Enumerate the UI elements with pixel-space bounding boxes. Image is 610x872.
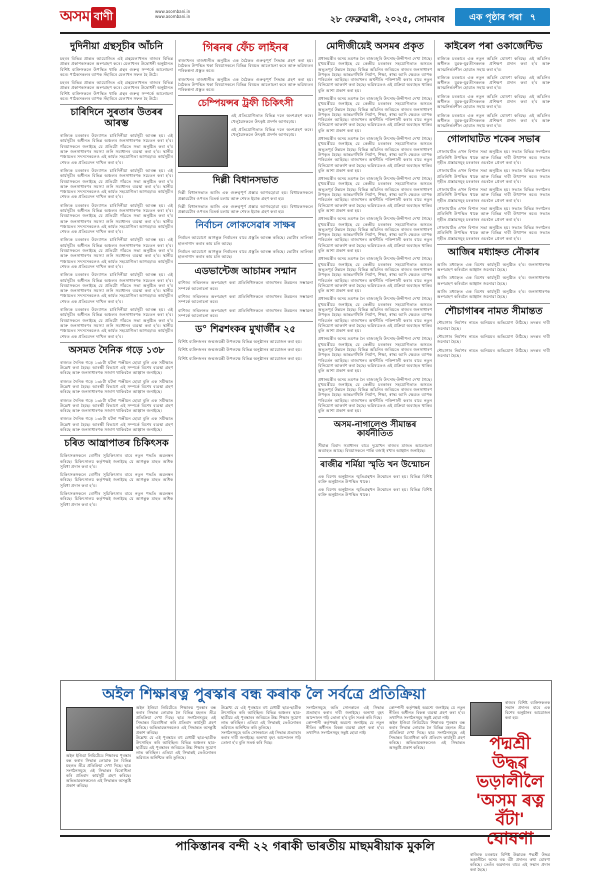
page-label: এক পৃষ্ঠাৰ পৰা <box>469 12 522 23</box>
article-text: ৰাজ্যিক চৰকাৰে এক নতুন আঁচনি ঘোষণা কৰিছে। এই আঁচনিৰ অধীনত যুৱক-যুৱতীসকলক প্ৰশিক্ষণ প্ৰদান কৰা হ'ব আৰু আত্মনিৰ্ভৰশীল হোৱাত সহায় কৰা হ'ব। <box>437 112 550 129</box>
masthead-url-2: www.asombani.in <box>155 14 191 19</box>
divider <box>60 104 173 105</box>
feature-col-5 <box>389 705 465 823</box>
article-text: ৰাজ্যখনৰ ৰাজধানীত অনুষ্ঠিত এক বৈঠকত গুৰুত্বপূৰ্ণ সিদ্ধান্ত গ্ৰহণ কৰা হয়। বৈঠকত উপস্থিত থকা বিষয়াসকলে বিভিন্ন বিষয়ত আলোচনা কৰে আৰু ভৱিষ্যতৰ পৰিকল্পনা প্ৰস্তুত কৰে। <box>178 76 313 93</box>
article-text: ৰাজ্যত দৈনিক গড়ে ১৩৮টা ঘটনা পঞ্জীয়ন হোৱা বুলি এক সমীক্ষাত উল্লেখ কৰা হৈছে। আৰক্ষী বিভাগে এই সম্পৰ্কে বিশেষ ব্যৱস্থা গ্ৰহণ কৰিছে আৰু জনসাধাৰণক সজাগ থাকিবলৈ আহ্বান জনাইছে। <box>60 378 173 395</box>
article-text: কোম্পানী কৰ্তৃপক্ষই অৱশ্যে জনাইছে যে নতুন নীতিৰ অধীনত বিকল্প ব্যৱস্থা গ্ৰহণ কৰা হ'ব। তথাপিও সংগঠনসমূহ সন্তুষ্ট হোৱা নাই। <box>389 705 465 720</box>
divider <box>178 321 313 322</box>
masthead <box>60 6 550 34</box>
article-text: অইল ইণ্ডিয়া লিমিটেডে শিক্ষাৰত্ন পুৰস্কাৰ বন্ধ কৰাৰ সিদ্ধান্ত লোৱাক লৈ বিভিন্ন মহলত তীব্ৰ প্ৰতিক্ৰিয়া দেখা দিছে। ছাত্ৰ সংগঠনসমূহে এই সিদ্ধান্তৰ বিৰোধিতা কৰি প্ৰতিবাদ কাৰ্যসূচী গ্ৰহণ কৰিছে। অভিভাৱকসকলেও এই সিদ্ধান্তত অসন্তুষ্টি প্ৰকাশ কৰিছে। <box>136 705 216 735</box>
headline-c4-2: গোলাঘাটত শকেৰ সভাৰ <box>446 134 541 146</box>
divider <box>437 244 550 245</box>
article-photo <box>178 115 228 167</box>
article-text: প্ৰধানমন্ত্ৰীৰ অসম ভ্ৰমণক লৈ ৰাজ্যজুৰি উৎসাহ-উদ্দীপনা দেখা গৈছে। মুখ্যমন্ত্ৰীয়ে জনাইছে যে কেন্দ্ৰীয় চৰকাৰৰ সহযোগিতাত অসমত অভূতপূৰ্ব উন্নয়ন হৈছে। বিভিন্ন আঁচনিৰ জৰিয়তে ৰাজ্যৰ জনসাধাৰণ উপকৃত হৈছে। আন্তঃগাঁথনি নিৰ্মাণ, শিক্ষা, স্বাস্থ্য আদি ক্ষেত্ৰত ব্যাপক পৰিৱৰ্তন আহিছে। ৰাজ্যখনৰ অৰ্থনীতি শক্তিশালী কৰাৰ বাবে নতুন বিনিয়োগ আকৰ্ষণ কৰা হৈছে। ভৱিষ্যতেও এই প্ৰক্ৰিয়া অব্যাহত থাকিব বুলি আশা প্ৰকাশ কৰা হয়। <box>318 55 432 93</box>
article-text: গোলাঘাটত এখন বিশাল সভা অনুষ্ঠিত হয়। সভাত বিভিন্ন সংগঠনৰ প্ৰতিনিধি উপস্থিত থাকে আৰু বিভিন্ন দাবী উত্থাপন কৰে। সভাত গৃহীত প্ৰস্তাৱসমূহ চৰকাৰৰ ওচৰলৈ প্ৰেৰণ কৰা হ'ব। <box>437 149 550 165</box>
article-text: আজি মধ্যাহ্নত এক বিশেষ কাৰ্যসূচী অনুষ্ঠিত হ'ব। জনসাধাৰণক অংশগ্ৰহণ কৰিবলৈ আহ্বান জনোৱা হৈছে। <box>437 261 550 273</box>
article-text: আজি মধ্যাহ্নত এক বিশেষ কাৰ্যসূচী অনুষ্ঠিত হ'ব। জনসাধাৰণক অংশগ্ৰহণ কৰিবলৈ আহ্বান জনোৱা হৈছে। <box>437 275 550 286</box>
article-text: চিকিৎসকসকলে ৰোগীৰ সুচিকিৎসাৰ বাবে নতুন পদ্ধতি অৱলম্বন কৰিছে। চিকিৎসালয় কৰ্তৃপক্ষই জনাইছে যে আগন্তুক মাহত অধিক সুবিধা প্ৰদান কৰা হ'ব। <box>60 472 173 488</box>
article-text: সংগঠনসমূহে অতি সোনকালে এই সিদ্ধান্ত প্ৰত্যাহাৰ কৰাৰ দাবী জনাইছে। অন্যথা বৃহৎ আন্দোলন গঢ়ি তোলা হ'ব বুলি সতৰ্ক কৰি দিছে। <box>306 705 384 720</box>
article-text: গোলাঘাটত এখন বিশাল সভা অনুষ্ঠিত হয়। সভাত বিভিন্ন সংগঠনৰ প্ৰতিনিধি উপস্থিত থাকে আৰু বিভিন্ন দাবী উত্থাপন কৰে। সভাত গৃহীত প্ৰস্তাৱসমূহ চৰকাৰৰ ওচৰলৈ প্ৰেৰণ কৰা হ'ব। <box>437 168 550 184</box>
column-divider <box>175 40 176 680</box>
article-text: শৌচাগাৰ নিৰ্মাণৰ নামত অনিয়মৰ অভিযোগ উঠিছে। তদন্তৰ দাবী জনোৱা হৈছে। <box>437 320 550 331</box>
article-text: প্ৰধানমন্ত্ৰীৰ অসম ভ্ৰমণক লৈ ৰাজ্যজুৰি উৎসাহ-উদ্দীপনা দেখা গৈছে। মুখ্যমন্ত্ৰীয়ে জনাইছে যে কেন্দ্ৰীয় চৰকাৰৰ সহযোগিতাত অসমত অভূতপূৰ্ব উন্নয়ন হৈছে। বিভিন্ন আঁচনিৰ জৰিয়তে ৰাজ্যৰ জনসাধাৰণ উপকৃত হৈছে। আন্তঃগাঁথনি নিৰ্মাণ, শিক্ষা, স্বাস্থ্য আদি ক্ষেত্ৰত ব্যাপক পৰিৱৰ্তন আহিছে। ৰাজ্যখনৰ অৰ্থনীতি শক্তিশালী কৰাৰ বাবে নতুন বিনিয়োগ আকৰ্ষণ কৰা হৈছে। ভৱিষ্যতেও এই প্ৰক্ৰিয়া অব্যাহত থাকিব বুলি আশা প্ৰকাশ কৰা হয়। <box>318 336 432 374</box>
feature-col-3 <box>221 705 301 823</box>
article-text: চহৰৰ বিভিন্ন প্ৰান্তত আয়োজিত এই গ্ৰন্থমেলাখনত ৰাজ্যৰ বিভিন্ন প্ৰান্তৰ প্ৰকাশকসকলে অংশগ্ৰহণ কৰে। মেলাখনৰ উদ্বোধনী অনুষ্ঠানত বিশিষ্ট ব্যক্তিসকলে উপস্থিত থাকি গ্ৰন্থৰ গুৰুত্ব সম্পৰ্কে আলোচনা কৰে। পাঠকসকলৰ ব্যাপক সঁহাৰিৰে মেলাখন সফল হৈ উঠে। <box>60 80 173 101</box>
divider <box>178 172 313 173</box>
article-text: ৰাজ্যত দৈনিক গড়ে ১৩৮টা ঘটনা পঞ্জীয়ন হোৱা বুলি এক সমীক্ষাত উল্লেখ কৰা হৈছে। আৰক্ষী বিভাগে এই সম্পৰ্কে বিশেষ ব্যৱস্থা গ্ৰহণ কৰিছে আৰু জনসাধাৰণক সজাগ থাকিবলৈ আহ্বান জনাইছে। <box>60 397 173 414</box>
column-4 <box>437 40 550 361</box>
article-text: গোলাঘাটত এখন বিশাল সভা অনুষ্ঠিত হয়। সভাত বিভিন্ন সংগঠনৰ প্ৰতিনিধি উপস্থিত থাকে আৰু বিভিন্ন দাবী উত্থাপন কৰে। সভাত গৃহীত প্ৰস্তাৱসমূহ চৰকাৰৰ ওচৰলৈ প্ৰেৰণ কৰা হ'ব। <box>437 206 550 222</box>
headline-c1-1: দুদিনীয়া গ্ৰন্থসূচীৰ আঁচনি <box>70 41 163 52</box>
divider <box>437 303 550 304</box>
feature-col-2 <box>136 705 216 823</box>
article-text: ৰাজ্যিক চৰকাৰে এক নতুন আঁচনি ঘোষণা কৰিছে। এই আঁচনিৰ অধীনত যুৱক-যুৱতীসকলক প্ৰশিক্ষণ প্ৰদান কৰা হ'ব আৰু আত্মনিৰ্ভৰশীল হোৱাত সহায় কৰা হ'ব। <box>437 55 550 72</box>
article-text: ৰাজ্যিক চৰকাৰে বিশিষ্ট উদ্ভাৱক পদ্মশ্ৰী উদ্ধৱ ভড়ালীলৈ অসম ৰত্ন বঁটা প্ৰদানৰ কথা ঘোষণা কৰিছে। তেওঁৰ অৱদানৰ বাবে এই সন্মান প্ৰদান কৰা হৈছে। <box>470 852 550 872</box>
headline-c4-3: আজিৰ মধ্যাহ্নত নৌকাৰ <box>447 246 540 258</box>
headline-c2-6: ড° শিৱশংকৰ মুখাৰ্জীৰ ২৫ <box>195 324 296 336</box>
divider <box>178 217 313 218</box>
article-text: এই প্ৰতিযোগিতাত বিভিন্ন দলে অংশগ্ৰহণ কৰে। খেলুৱৈসকলে উৎকৃষ্ট প্ৰদৰ্শন আগবঢ়ায়। <box>231 113 313 124</box>
masthead-url-1: www.asombani.in <box>155 9 191 14</box>
article-text: ৰাজ্যিক চৰকাৰৰ উদ্যোগত চাৰিদিনীয়া কাৰ্যসূচী আৰম্ভ হয়। এই কাৰ্যসূচীৰ অধীনত বিভিন্ন অঞ্চলৰ জনসাধাৰণক সচেতন কৰা হ'ব। বিষয়াসকলে জনাইছে যে প্ৰতিটো গাঁৱতে সভা অনুষ্ঠিত কৰা হ'ব আৰু জনসাধাৰণৰ সমস্যা শুনি সমাধানৰ ব্যৱস্থা কৰা হ'ব। স্থানীয় পঞ্চায়তৰ সদস্যসকলেও এই কাৰ্যত সহযোগিতা আগবঢ়াব। কাৰ্যসূচীৰ শেষত এক প্ৰতিবেদন দাখিল কৰা হ'ব। <box>60 307 173 339</box>
headline-c1-2: চাৰিদিনে সুৰতাৰ উতৰৰ আৰম্ভ <box>70 107 163 130</box>
article-text: ৰাজ্যিক চৰকাৰে এক নতুন আঁচনি ঘোষণা কৰিছে। এই আঁচনিৰ অধীনত যুৱক-যুৱতীসকলক প্ৰশিক্ষণ প্ৰদান কৰা হ'ব আৰু আত্মনিৰ্ভৰশীল হোৱাত সহায় কৰা হ'ব। <box>437 93 550 110</box>
headline-c4-1: কাইৰেল পৰা ওকাজেন্টিভ <box>444 41 543 52</box>
article-text: চহৰৰ বিভিন্ন প্ৰান্তত আয়োজিত এই গ্ৰন্থমেলাখনত ৰাজ্যৰ বিভিন্ন প্ৰান্তৰ প্ৰকাশকসকলে অংশগ্ৰহণ কৰে। মেলাখনৰ উদ্বোধনী অনুষ্ঠানত বিশিষ্ট ব্যক্তিসকলে উপস্থিত থাকি গ্ৰন্থৰ গুৰুত্ব সম্পৰ্কে আলোচনা কৰে। পাঠকসকলৰ ব্যাপক সঁহাৰিৰে মেলাখন সফল হৈ উঠে। <box>60 55 173 77</box>
article-text: কোম্পানী কৰ্তৃপক্ষই অৱশ্যে জনাইছে যে নতুন নীতিৰ অধীনত বিকল্প ব্যৱস্থা গ্ৰহণ কৰা হ'ব। তথাপিও সংগঠনসমূহ সন্তুষ্ট হোৱা নাই। <box>306 720 384 735</box>
award-headline: পদ্মশ্ৰী উদ্ধৱ ভড়ালীলৈ 'অসম ৰত্ন বঁটা' ঘোষণা <box>475 734 545 849</box>
article-text: বাণিজ্য সন্মিলনত অংশগ্ৰহণ কৰা প্ৰতিনিধিসকলে ৰাজ্যখনৰ উন্নয়নৰ সম্ভাৱনা সম্পৰ্কে আলোচনা কৰে। <box>178 294 313 305</box>
award-photo <box>470 702 502 736</box>
article-text: সীমান্ত বিবাদ সমাধানৰ বাবে দুয়োখন ৰাজ্যৰ মাজত আলোচনা অব্যাহত আছে। বিষয়াসকলে শান্তি বজাই ৰখাৰ আহ্বান জনাইছে। <box>318 443 432 454</box>
masthead-meta <box>155 9 190 19</box>
article-text: ৰাজ্যত দৈনিক গড়ে ১৩৮টা ঘটনা পঞ্জীয়ন হোৱা বুলি এক সমীক্ষাত উল্লেখ কৰা হৈছে। আৰক্ষী বিভাগে এই সম্পৰ্কে বিশেষ ব্যৱস্থা গ্ৰহণ কৰিছে আৰু জনসাধাৰণক সজাগ থাকিবলৈ আহ্বান জনাইছে। <box>60 416 173 433</box>
article-text: ৰাজ্যিক চৰকাৰৰ উদ্যোগত চাৰিদিনীয়া কাৰ্যসূচী আৰম্ভ হয়। এই কাৰ্যসূচীৰ অধীনত বিভিন্ন অঞ্চলৰ জনসাধাৰণক সচেতন কৰা হ'ব। বিষয়াসকলে জনাইছে যে প্ৰতিটো গাঁৱতে সভা অনুষ্ঠিত কৰা হ'ব আৰু জনসাধাৰণৰ সমস্যা শুনি সমাধানৰ ব্যৱস্থা কৰা হ'ব। স্থানীয় পঞ্চায়তৰ সদস্যসকলেও এই কাৰ্যত সহযোগিতা আগবঢ়াব। কাৰ্যসূচীৰ শেষত এক প্ৰতিবেদন দাখিল কৰা হ'ব। <box>60 133 173 165</box>
article-text: নিৰ্বাচন আয়োগে আগন্তুক নিৰ্বাচনৰ বাবে প্ৰস্তুতি আৰম্ভ কৰিছে। ভোটাৰ তালিকা হালনাগাদ কৰাৰ কাম চলি আছে। <box>178 235 313 246</box>
page-indicator <box>455 8 550 26</box>
issue-date: ২৮ ফেব্ৰুৱাৰী, ২০২৫, সোমবাৰ <box>330 15 445 25</box>
article-text: ৰাজ্যখনৰ ৰাজধানীত অনুষ্ঠিত এক বৈঠকত গুৰুত্বপূৰ্ণ সিদ্ধান্ত গ্ৰহণ কৰা হয়। বৈঠকত উপস্থিত থকা বিষয়াসকলে বিভিন্ন বিষয়ত আলোচনা কৰে আৰু ভৱিষ্যতৰ পৰিকল্পনা প্ৰস্তুত কৰে। <box>178 57 313 74</box>
page-number: ৭ <box>530 12 536 23</box>
article-text: গোলাঘাটত এখন বিশাল সভা অনুষ্ঠিত হয়। সভাত বিভিন্ন সংগঠনৰ প্ৰতিনিধি উপস্থিত থাকে আৰু বিভিন্ন দাবী উত্থাপন কৰে। সভাত গৃহীত প্ৰস্তাৱসমূহ চৰকাৰৰ ওচৰলৈ প্ৰেৰণ কৰা হ'ব। <box>437 187 550 203</box>
divider <box>437 131 550 132</box>
feature-headline: অইল শিক্ষাৰত্ন পুৰস্কাৰ বন্ধ কৰাক লৈ সৰ্বত্ৰে প্ৰতিক্ৰিয়া <box>102 685 426 703</box>
article-text: প্ৰধানমন্ত্ৰীৰ অসম ভ্ৰমণক লৈ ৰাজ্যজুৰি উৎসাহ-উদ্দীপনা দেখা গৈছে। মুখ্যমন্ত্ৰীয়ে জনাইছে যে কেন্দ্ৰীয় চৰকাৰৰ সহযোগিতাত অসমত অভূতপূৰ্ব উন্নয়ন হৈছে। বিভিন্ন আঁচনিৰ জৰিয়তে ৰাজ্যৰ জনসাধাৰণ উপকৃত হৈছে। আন্তঃগাঁথনি নিৰ্মাণ, শিক্ষা, স্বাস্থ্য আদি ক্ষেত্ৰত ব্যাপক পৰিৱৰ্তন আহিছে। ৰাজ্যখনৰ অৰ্থনীতি শক্তিশালী কৰাৰ বাবে নতুন বিনিয়োগ আকৰ্ষণ কৰা হৈছে। ভৱিষ্যতেও এই প্ৰক্ৰিয়া অব্যাহত থাকিব বুলি আশা প্ৰকাশ কৰা হয়। <box>318 296 432 334</box>
logo-main-text: অসম <box>60 6 90 25</box>
feature-photo <box>66 707 133 751</box>
divider <box>60 435 173 436</box>
divider <box>60 342 173 343</box>
article-text: এক বিশেষ অনুষ্ঠানত স্মৃতিগ্ৰন্থখন উন্মোচন কৰা হয়। বিভিন্ন বিশিষ্ট ব্যক্তি অনুষ্ঠানত উপস্থিত থাকে। <box>318 473 432 484</box>
article-text: নিৰ্বাচন আয়োগে আগন্তুক নিৰ্বাচনৰ বাবে প্ৰস্তুতি আৰম্ভ কৰিছে। ভোটাৰ তালিকা হালনাগাদ কৰাৰ কাম চলি আছে। <box>178 248 313 260</box>
award-photo-row <box>470 700 550 738</box>
article-text: প্ৰধানমন্ত্ৰীৰ অসম ভ্ৰমণক লৈ ৰাজ্যজুৰি উৎসাহ-উদ্দীপনা দেখা গৈছে। মুখ্যমন্ত্ৰীয়ে জনাইছে যে কেন্দ্ৰীয় চৰকাৰৰ সহযোগিতাত অসমত অভূতপূৰ্ব উন্নয়ন হৈছে। বিভিন্ন আঁচনিৰ জৰিয়তে ৰাজ্যৰ জনসাধাৰণ উপকৃত হৈছে। আন্তঃগাঁথনি নিৰ্মাণ, শিক্ষা, স্বাস্থ্য আদি ক্ষেত্ৰত ব্যাপক পৰিৱৰ্তন আহিছে। ৰাজ্যখনৰ অৰ্থনীতি শক্তিশালী কৰাৰ বাবে নতুন বিনিয়োগ আকৰ্ষণ কৰা হৈছে। ভৱিষ্যতেও এই প্ৰক্ৰিয়া অব্যাহত থাকিব বুলি আশা প্ৰকাশ কৰা হয়। <box>318 176 432 213</box>
award-side <box>470 700 550 738</box>
headline-c1-3: অসমত দৈনিক গড়ে ১৩৮ <box>68 344 165 356</box>
headline-c2-4: নিৰ্বাচন লোকসেৱাৰ সাক্ষৰ <box>195 220 296 232</box>
article-text: দিল্লী বিধানসভাত আজি এক গুৰুত্বপূৰ্ণ প্ৰস্তাৱ আগবঢ়োৱা হয়। বিধায়কসকলে প্ৰস্তাৱটোৰ ওপৰত বিতৰ্ক চলায় আৰু শেষত ইয়াক গ্ৰহণ কৰা হয়। <box>178 203 313 215</box>
article-text: দিল্লী বিধানসভাত আজি এক গুৰুত্বপূৰ্ণ প্ৰস্তাৱ আগবঢ়োৱা হয়। বিধায়কসকলে প্ৰস্তাৱটোৰ ওপৰত বিতৰ্ক চলায় আৰু শেষত ইয়াক গ্ৰহণ কৰা হয়। <box>178 190 313 201</box>
headline-c3-2: অসম-নাগালেণ্ড সীমান্তৰ কাৰ্যনীতিত <box>333 419 417 440</box>
headline-c3-3: ৰাজীৱ শৰ্মিয়া স্মৃতি খন উন্মোচন <box>320 459 430 470</box>
article-text: এই প্ৰতিযোগিতাত বিভিন্ন দলে অংশগ্ৰহণ কৰে। খেলুৱৈসকলে উৎকৃষ্ট প্ৰদৰ্শন আগবঢ়ায়। <box>231 126 313 138</box>
article-text: প্ৰধানমন্ত্ৰীৰ অসম ভ্ৰমণক লৈ ৰাজ্যজুৰি উৎসাহ-উদ্দীপনা দেখা গৈছে। মুখ্যমন্ত্ৰীয়ে জনাইছে যে কেন্দ্ৰীয় চৰকাৰৰ সহযোগিতাত অসমত অভূতপূৰ্ব উন্নয়ন হৈছে। বিভিন্ন আঁচনিৰ জৰিয়তে ৰাজ্যৰ জনসাধাৰণ উপকৃত হৈছে। আন্তঃগাঁথনি নিৰ্মাণ, শিক্ষা, স্বাস্থ্য আদি ক্ষেত্ৰত ব্যাপক পৰিৱৰ্তন আহিছে। ৰাজ্যখনৰ অৰ্থনীতি শক্তিশালী কৰাৰ বাবে নতুন বিনিয়োগ আকৰ্ষণ কৰা হৈছে। ভৱিষ্যতেও এই প্ৰক্ৰিয়া অব্যাহত থাকিব বুলি আশা প্ৰকাশ কৰা হয়। <box>318 136 432 173</box>
headline-c2-3: দিল্লী বিধানসভাত <box>212 175 279 187</box>
article-text: অইল ইণ্ডিয়া লিমিটেডে শিক্ষাৰত্ন পুৰস্কাৰ বন্ধ কৰাৰ সিদ্ধান্ত লোৱাক লৈ বিভিন্ন মহলত তীব্ৰ প্ৰতিক্ৰিয়া দেখা দিছে। ছাত্ৰ সংগঠনসমূহে এই সিদ্ধান্তৰ বিৰোধিতা কৰি প্ৰতিবাদ কাৰ্যসূচী গ্ৰহণ কৰিছে। অভিভাৱকসকলেও এই সিদ্ধান্তত অসন্তুষ্টি প্ৰকাশ কৰিছে। <box>66 753 131 788</box>
article-text: বাণিজ্য সন্মিলনত অংশগ্ৰহণ কৰা প্ৰতিনিধিসকলে ৰাজ্যখনৰ উন্নয়নৰ সম্ভাৱনা সম্পৰ্কে আলোচনা কৰে। <box>178 280 313 291</box>
article-text: ৰাজ্যিক চৰকাৰৰ উদ্যোগত চাৰিদিনীয়া কাৰ্যসূচী আৰম্ভ হয়। এই কাৰ্যসূচীৰ অধীনত বিভিন্ন অঞ্চলৰ জনসাধাৰণক সচেতন কৰা হ'ব। বিষয়াসকলে জনাইছে যে প্ৰতিটো গাঁৱতে সভা অনুষ্ঠিত কৰা হ'ব আৰু জনসাধাৰণৰ সমস্যা শুনি সমাধানৰ ব্যৱস্থা কৰা হ'ব। স্থানীয় পঞ্চায়তৰ সদস্যসকলেও এই কাৰ্যত সহযোগিতা আগবঢ়াব। কাৰ্যসূচীৰ শেষত এক প্ৰতিবেদন দাখিল কৰা হ'ব। <box>60 202 173 235</box>
column-divider <box>315 40 316 680</box>
article-text: ৰাজ্যৰ বিশিষ্ট ব্যক্তিসকলক সন্মান প্ৰদানৰ বাবে এক বিশেষ অনুষ্ঠানৰ আয়োজন কৰা হয়। <box>505 700 550 720</box>
column-divider <box>434 40 435 680</box>
article-text: ৰাজ্যিক চৰকাৰৰ উদ্যোগত চাৰিদিনীয়া কাৰ্যসূচী আৰম্ভ হয়। এই কাৰ্যসূচীৰ অধীনত বিভিন্ন অঞ্চলৰ জনসাধাৰণক সচেতন কৰা হ'ব। বিষয়াসকলে জনাইছে যে প্ৰতিটো গাঁৱতে সভা অনুষ্ঠিত কৰা হ'ব আৰু জনসাধাৰণৰ সমস্যা শুনি সমাধানৰ ব্যৱস্থা কৰা হ'ব। স্থানীয় পঞ্চায়তৰ সদস্যসকলেও এই কাৰ্যত সহযোগিতা আগবঢ়াব। কাৰ্যসূচীৰ শেষত এক প্ৰতিবেদন দাখিল কৰা হ'ব। <box>60 237 173 269</box>
headline-c4-4: শৌচাগাৰৰ নামত সীমান্তত <box>444 305 543 317</box>
article-text: প্ৰধানমন্ত্ৰীৰ অসম ভ্ৰমণক লৈ ৰাজ্যজুৰি উৎসাহ-উদ্দীপনা দেখা গৈছে। মুখ্যমন্ত্ৰীয়ে জনাইছে যে কেন্দ্ৰীয় চৰকাৰৰ সহযোগিতাত অসমত অভূতপূৰ্ব উন্নয়ন হৈছে। বিভিন্ন আঁচনিৰ জৰিয়তে ৰাজ্যৰ জনসাধাৰণ উপকৃত হৈছে। আন্তঃগাঁথনি নিৰ্মাণ, শিক্ষা, স্বাস্থ্য আদি ক্ষেত্ৰত ব্যাপক পৰিৱৰ্তন আহিছে। ৰাজ্যখনৰ অৰ্থনীতি শক্তিশালী কৰাৰ বাবে নতুন বিনিয়োগ আকৰ্ষণ কৰা হৈছে। ভৱিষ্যতেও এই প্ৰক্ৰিয়া অব্যাহত থাকিব বুলি আশা প্ৰকাশ কৰা হয়। <box>318 216 432 254</box>
article-text: প্ৰধানমন্ত্ৰীৰ অসম ভ্ৰমণক লৈ ৰাজ্যজুৰি উৎসাহ-উদ্দীপনা দেখা গৈছে। মুখ্যমন্ত্ৰীয়ে জনাইছে যে কেন্দ্ৰীয় চৰকাৰৰ সহযোগিতাত অসমত অভূতপূৰ্ব উন্নয়ন হৈছে। বিভিন্ন আঁচনিৰ জৰিয়তে ৰাজ্যৰ জনসাধাৰণ উপকৃত হৈছে। আন্তঃগাঁথনি নিৰ্মাণ, শিক্ষা, স্বাস্থ্য আদি ক্ষেত্ৰত ব্যাপক পৰিৱৰ্তন আহিছে। ৰাজ্যখনৰ অৰ্থনীতি শক্তিশালী কৰাৰ বাবে নতুন বিনিয়োগ আকৰ্ষণ কৰা হৈছে। ভৱিষ্যতেও এই প্ৰক্ৰিয়া অব্যাহত থাকিব বুলি আশা প্ৰকাশ কৰা হয়। <box>318 376 432 414</box>
divider <box>318 457 432 458</box>
article-text: ৰাজ্যত দৈনিক গড়ে ১৩৮টা ঘটনা পঞ্জীয়ন হোৱা বুলি এক সমীক্ষাত উল্লেখ কৰা হৈছে। আৰক্ষী বিভাগে এই সম্পৰ্কে বিশেষ ব্যৱস্থা গ্ৰহণ কৰিছে আৰু জনসাধাৰণক সজাগ থাকিবলৈ আহ্বান জনাইছে। <box>60 359 173 376</box>
article-text: এক বিশেষ অনুষ্ঠানত স্মৃতিগ্ৰন্থখন উন্মোচন কৰা হয়। বিভিন্ন বিশিষ্ট ব্যক্তি অনুষ্ঠানত উপস্থিত থাকে। <box>318 487 432 498</box>
column-2 <box>178 40 313 364</box>
article-text: প্ৰধানমন্ত্ৰীৰ অসম ভ্ৰমণক লৈ ৰাজ্যজুৰি উৎসাহ-উদ্দীপনা দেখা গৈছে। মুখ্যমন্ত্ৰীয়ে জনাইছে যে কেন্দ্ৰীয় চৰকাৰৰ সহযোগিতাত অসমত অভূতপূৰ্ব উন্নয়ন হৈছে। বিভিন্ন আঁচনিৰ জৰিয়তে ৰাজ্যৰ জনসাধাৰণ উপকৃত হৈছে। আন্তঃগাঁথনি নিৰ্মাণ, শিক্ষা, স্বাস্থ্য আদি ক্ষেত্ৰত ব্যাপক পৰিৱৰ্তন আহিছে। ৰাজ্যখনৰ অৰ্থনীতি শক্তিশালী কৰাৰ বাবে নতুন বিনিয়োগ আকৰ্ষণ কৰা হৈছে। ভৱিষ্যতেও এই প্ৰক্ৰিয়া অব্যাহত থাকিব বুলি আশা প্ৰকাশ কৰা হয়। <box>318 256 432 294</box>
article-text: আজি মধ্যাহ্নত এক বিশেষ কাৰ্যসূচী অনুষ্ঠিত হ'ব। জনসাধাৰণক অংশগ্ৰহণ কৰিবলৈ আহ্বান জনোৱা হৈছে। <box>437 288 550 300</box>
headline-c2-1: গিৰনৰ ফেঁচ লাইনৰ <box>202 41 289 54</box>
logo-box-text: বাণী <box>91 7 116 28</box>
article-text: বাণিজ্য সন্মিলনত অংশগ্ৰহণ কৰা প্ৰতিনিধিসকলে ৰাজ্যখনৰ উন্নয়নৰ সম্ভাৱনা সম্পৰ্কে আলোচনা কৰে। <box>178 307 313 318</box>
column-3 <box>318 40 432 501</box>
headline-c2-5: এডভান্টেজ আচামৰ সন্মান <box>194 265 297 277</box>
divider <box>178 263 313 264</box>
article-text: ৰাজ্যিক চৰকাৰৰ উদ্যোগত চাৰিদিনীয়া কাৰ্যসূচী আৰম্ভ হয়। এই কাৰ্যসূচীৰ অধীনত বিভিন্ন অঞ্চলৰ জনসাধাৰণক সচেতন কৰা হ'ব। বিষয়াসকলে জনাইছে যে প্ৰতিটো গাঁৱতে সভা অনুষ্ঠিত কৰা হ'ব আৰু জনসাধাৰণৰ সমস্যা শুনি সমাধানৰ ব্যৱস্থা কৰা হ'ব। স্থানীয় পঞ্চায়তৰ সদস্যসকলেও এই কাৰ্যত সহযোগিতা আগবঢ়াব। কাৰ্যসূচীৰ শেষত এক প্ৰতিবেদন দাখিল কৰা হ'ব। <box>60 272 173 304</box>
article-text: বিশিষ্ট ব্যক্তিজনৰ জন্মজয়ন্তী উপলক্ষে বিভিন্ন অনুষ্ঠানৰ আয়োজন কৰা হয়। <box>178 339 302 345</box>
feature-col-4 <box>306 705 384 823</box>
article-text: ৰাজ্যিক চৰকাৰৰ উদ্যোগত চাৰিদিনীয়া কাৰ্যসূচী আৰম্ভ হয়। এই কাৰ্যসূচীৰ অধীনত বিভিন্ন অঞ্চলৰ জনসাধাৰণক সচেতন কৰা হ'ব। বিষয়াসকলে জনাইছে যে প্ৰতিটো গাঁৱতে সভা অনুষ্ঠিত কৰা হ'ব আৰু জনসাধাৰণৰ সমস্যা শুনি সমাধানৰ ব্যৱস্থা কৰা হ'ব। স্থানীয় পঞ্চায়তৰ সদস্যসকলেও এই কাৰ্যত সহযোগিতা আগবঢ়াব। কাৰ্যসূচীৰ শেষত এক প্ৰতিবেদন দাখিল কৰা হ'ব। <box>60 167 173 200</box>
feature-col-1 <box>66 705 131 823</box>
article-text: চিকিৎসকসকলে ৰোগীৰ সুচিকিৎসাৰ বাবে নতুন পদ্ধতি অৱলম্বন কৰিছে। চিকিৎসালয় কৰ্তৃপক্ষই জনাইছে যে আগন্তুক মাহত অধিক সুবিধা প্ৰদান কৰা হ'ব। <box>60 453 173 469</box>
article-with-photo <box>178 113 313 169</box>
article-text: প্ৰধানমন্ত্ৰীৰ অসম ভ্ৰমণক লৈ ৰাজ্যজুৰি উৎসাহ-উদ্দীপনা দেখা গৈছে। মুখ্যমন্ত্ৰীয়ে জনাইছে যে কেন্দ্ৰীয় চৰকাৰৰ সহযোগিতাত অসমত অভূতপূৰ্ব উন্নয়ন হৈছে। বিভিন্ন আঁচনিৰ জৰিয়তে ৰাজ্যৰ জনসাধাৰণ উপকৃত হৈছে। আন্তঃগাঁথনি নিৰ্মাণ, শিক্ষা, স্বাস্থ্য আদি ক্ষেত্ৰত ব্যাপক পৰিৱৰ্তন আহিছে। ৰাজ্যখনৰ অৰ্থনীতি শক্তিশালী কৰাৰ বাবে নতুন বিনিয়োগ আকৰ্ষণ কৰা হৈছে। ভৱিষ্যতেও এই প্ৰক্ৰিয়া অব্যাহত থাকিব বুলি আশা প্ৰকাশ কৰা হয়। <box>318 96 432 133</box>
article-text: চিকিৎসকসকলে ৰোগীৰ সুচিকিৎসাৰ বাবে নতুন পদ্ধতি অৱলম্বন কৰিছে। চিকিৎসালয় কৰ্তৃপক্ষই জনাইছে যে আগন্তুক মাহত অধিক সুবিধা প্ৰদান কৰা হ'ব। <box>60 491 173 507</box>
article-text: ৰাজ্যিক চৰকাৰে এক নতুন আঁচনি ঘোষণা কৰিছে। এই আঁচনিৰ অধীনত যুৱক-যুৱতীসকলক প্ৰশিক্ষণ প্ৰদান কৰা হ'ব আৰু আত্মনিৰ্ভৰশীল হোৱাত সহায় কৰা হ'ব। <box>437 74 550 91</box>
article-text: বিশিষ্ট ব্যক্তিজনৰ জন্মজয়ন্তী উপলক্ষে বিভিন্ন অনুষ্ঠানৰ আয়োজন কৰা হয়। <box>178 355 302 361</box>
headline-c1-4: চৰিত আন্ত্ৰাপাতৰ চিকিৎসক <box>64 438 169 450</box>
article-text: উল্লেখ্য যে এই পুৰস্কাৰে বহু মেধাৱী ছাত্ৰ-ছাত্ৰীক উৎসাহিত কৰি আহিছিল। বিভিন্ন অঞ্চলৰ ছাত্ৰ-ছাত্ৰীয়ে এই পুৰস্কাৰৰ জৰিয়তে উচ্চ শিক্ষাৰ সুযোগ লাভ কৰিছিল। এতিয়া এই সিদ্ধান্তই তেওঁলোকৰ ভৱিষ্যত অনিশ্চিত কৰি তুলিছে। <box>136 735 216 760</box>
article-text: উল্লেখ্য যে এই পুৰস্কাৰে বহু মেধাৱী ছাত্ৰ-ছাত্ৰীক উৎসাহিত কৰি আহিছিল। বিভিন্ন অঞ্চলৰ ছাত্ৰ-ছাত্ৰীয়ে এই পুৰস্কাৰৰ জৰিয়তে উচ্চ শিক্ষাৰ সুযোগ লাভ কৰিছিল। এতিয়া এই সিদ্ধান্তই তেওঁলোকৰ ভৱিষ্যত অনিশ্চিত কৰি তুলিছে। <box>221 705 301 730</box>
footer-headline: পাকিস্তানৰ বন্দী ২২ গৰাকী ভাৰতীয় মাছমৰীয়াক মুকলি <box>175 839 435 853</box>
article-text: শৌচাগাৰ নিৰ্মাণৰ নামত অনিয়মৰ অভিযোগ উঠিছে। তদন্তৰ দাবী জনোৱা হৈছে। <box>437 347 550 358</box>
article-text: বিশিষ্ট ব্যক্তিজনৰ জন্মজয়ন্তী উপলক্ষে বিভিন্ন অনুষ্ঠানৰ আয়োজন কৰা হয়। <box>178 347 302 353</box>
newspaper-logo <box>60 6 116 28</box>
headline-c2-2: চেম্পিয়ন্সৰ ট্ৰফী চিকিৎসী <box>197 98 294 110</box>
divider <box>318 417 432 418</box>
article-text: অইল ইণ্ডিয়া লিমিটেডে শিক্ষাৰত্ন পুৰস্কাৰ বন্ধ কৰাৰ সিদ্ধান্ত লোৱাক লৈ বিভিন্ন মহলত তীব্ৰ প্ৰতিক্ৰিয়া দেখা দিছে। ছাত্ৰ সংগঠনসমূহে এই সিদ্ধান্তৰ বিৰোধিতা কৰি প্ৰতিবাদ কাৰ্যসূচী গ্ৰহণ কৰিছে। অভিভাৱকসকলেও এই সিদ্ধান্তত অসন্তুষ্টি প্ৰকাশ কৰিছে। <box>389 720 465 750</box>
column-1 <box>60 40 173 510</box>
divider <box>178 95 313 96</box>
award-feature <box>470 734 550 872</box>
article-text: সংগঠনসমূহে অতি সোনকালে এই সিদ্ধান্ত প্ৰত্যাহাৰ কৰাৰ দাবী জনাইছে। অন্যথা বৃহৎ আন্দোলন গঢ়ি তোলা হ'ব বুলি সতৰ্ক কৰি দিছে। <box>221 730 301 745</box>
article-text: শৌচাগাৰ নিৰ্মাণৰ নামত অনিয়মৰ অভিযোগ উঠিছে। তদন্তৰ দাবী জনোৱা হৈছে। <box>437 334 550 345</box>
article-text: গোলাঘাটত এখন বিশাল সভা অনুষ্ঠিত হয়। সভাত বিভিন্ন সংগঠনৰ প্ৰতিনিধি উপস্থিত থাকে আৰু বিভিন্ন দাবী উত্থাপন কৰে। সভাত গৃহীত প্ৰস্তাৱসমূহ চৰকাৰৰ ওচৰলৈ প্ৰেৰণ কৰা হ'ব। <box>437 224 550 241</box>
footer-headline-bar <box>60 835 550 859</box>
headline-c3-1: মোদীজীয়েই অসমৰ প্ৰকৃত <box>326 41 424 52</box>
